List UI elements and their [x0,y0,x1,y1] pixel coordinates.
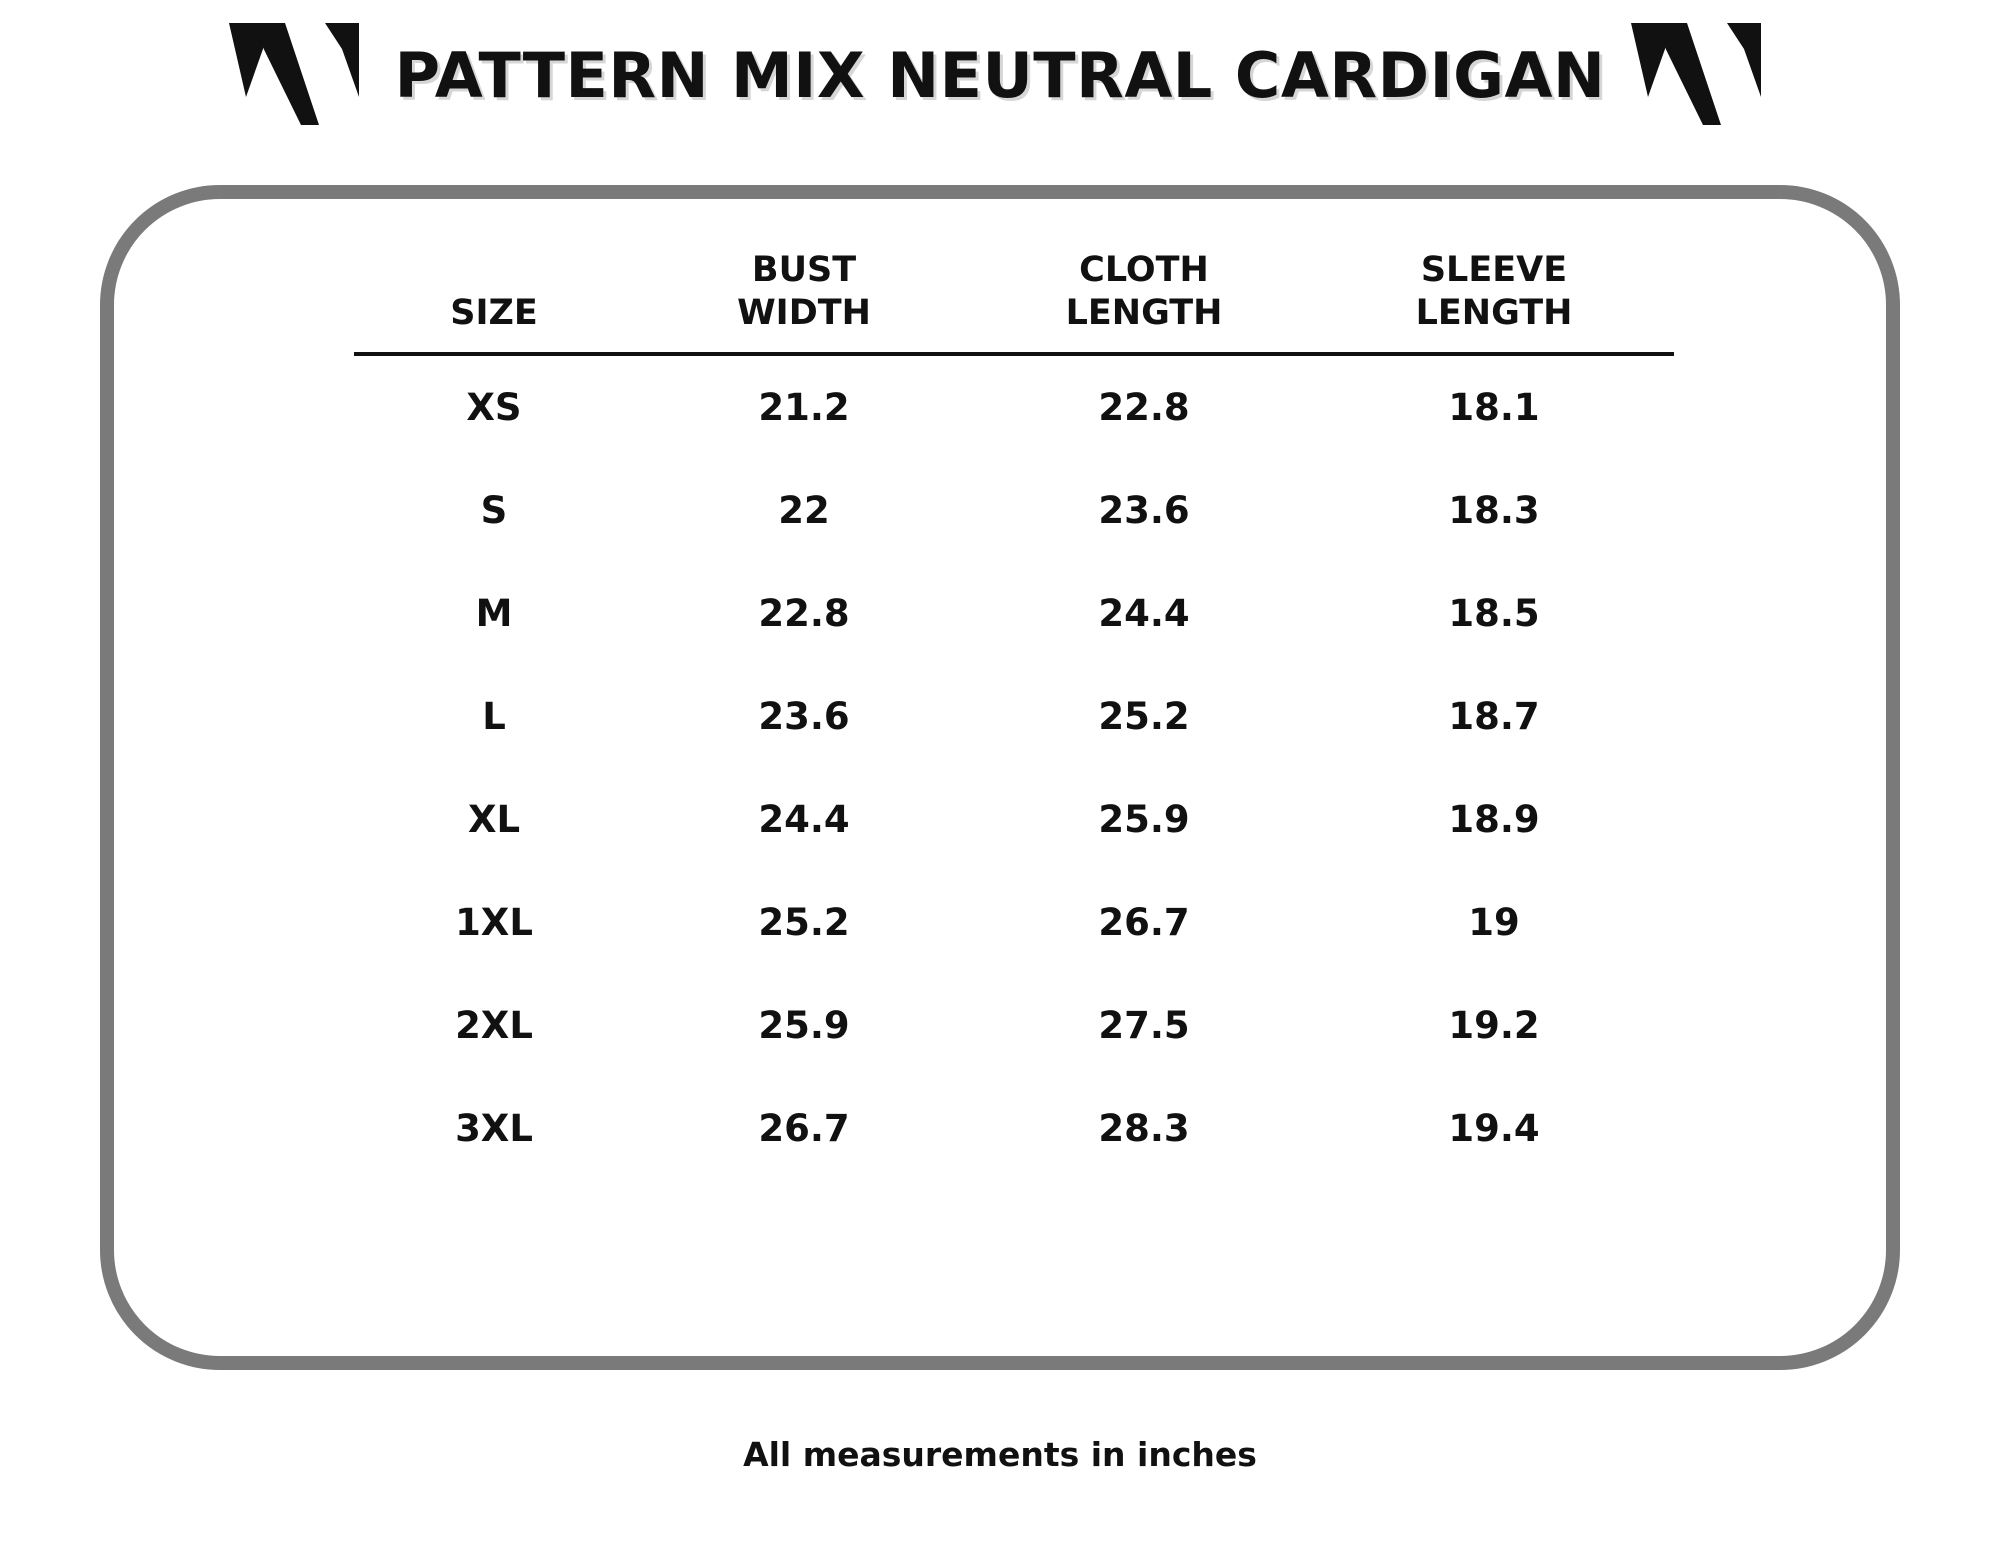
cell-bust: 22 [778,489,830,533]
cell-bust: 21.2 [758,386,850,430]
header [0,0,2000,120]
table-row [354,871,1674,974]
cell-cloth: 24.4 [1098,592,1190,636]
column-header-cloth-line1: CLOTH [1079,250,1209,290]
size-chart-card [100,185,1900,1370]
cell-sleeve: 18.5 [1448,592,1540,636]
table-row [354,354,1674,459]
cell-cloth: 25.9 [1098,798,1190,842]
table-row [354,1077,1674,1180]
page-title: PATTERN MIX NEUTRAL CARDIGAN [394,38,1606,112]
cell-bust: 26.7 [758,1107,850,1151]
table-row [354,459,1674,562]
table-row [354,562,1674,665]
cell-cloth: 22.8 [1098,386,1190,430]
cell-size: 3XL [455,1107,533,1151]
cell-bust: 24.4 [758,798,850,842]
column-header-cloth-length [974,239,1314,354]
cell-sleeve: 18.3 [1448,489,1540,533]
column-header-bust-line1: BUST [751,250,857,290]
column-header-cloth-line2: LENGTH [1065,292,1223,333]
cell-sleeve: 19.2 [1448,1004,1540,1048]
cell-cloth: 26.7 [1098,901,1190,945]
table-header [354,239,1674,354]
cell-cloth: 25.2 [1098,695,1190,739]
cell-size: XL [467,798,521,842]
column-header-sleeve-line2: LENGTH [1415,292,1573,333]
size-table-wrapper [354,239,1674,1180]
brand-logo-icon [229,23,369,128]
column-header-bust-line2: WIDTH [737,292,871,333]
brand-logo-icon [1631,23,1771,128]
cell-size: L [482,695,506,739]
cell-cloth: 27.5 [1098,1004,1190,1048]
column-header-sleeve-line1: SLEEVE [1420,250,1568,290]
size-table [354,239,1674,1180]
table-row [354,768,1674,871]
column-header-bust-width [634,239,974,354]
cell-size: XS [466,386,522,430]
table-row [354,665,1674,768]
cell-bust: 25.2 [758,901,850,945]
table-body [354,354,1674,1180]
cell-sleeve: 18.9 [1448,798,1540,842]
cell-size: M [475,592,513,636]
cell-size: 2XL [455,1004,533,1048]
cell-cloth: 23.6 [1098,489,1190,533]
cell-bust: 22.8 [758,592,850,636]
table-header-row [354,239,1674,354]
column-header-sleeve-length [1314,239,1674,354]
cell-cloth: 28.3 [1098,1107,1190,1151]
cell-sleeve: 19.4 [1448,1107,1540,1151]
cell-sleeve: 19 [1468,901,1520,945]
cell-size: S [480,489,508,533]
measurement-units-note: All measurements in inches [743,1435,1257,1474]
cell-bust: 23.6 [758,695,850,739]
table-row [354,974,1674,1077]
cell-bust: 25.9 [758,1004,850,1048]
cell-sleeve: 18.7 [1448,695,1540,739]
cell-sleeve: 18.1 [1448,386,1540,430]
cell-size: 1XL [455,901,533,945]
column-header-size [354,239,634,354]
column-header-size-line1: SIZE [450,292,538,333]
